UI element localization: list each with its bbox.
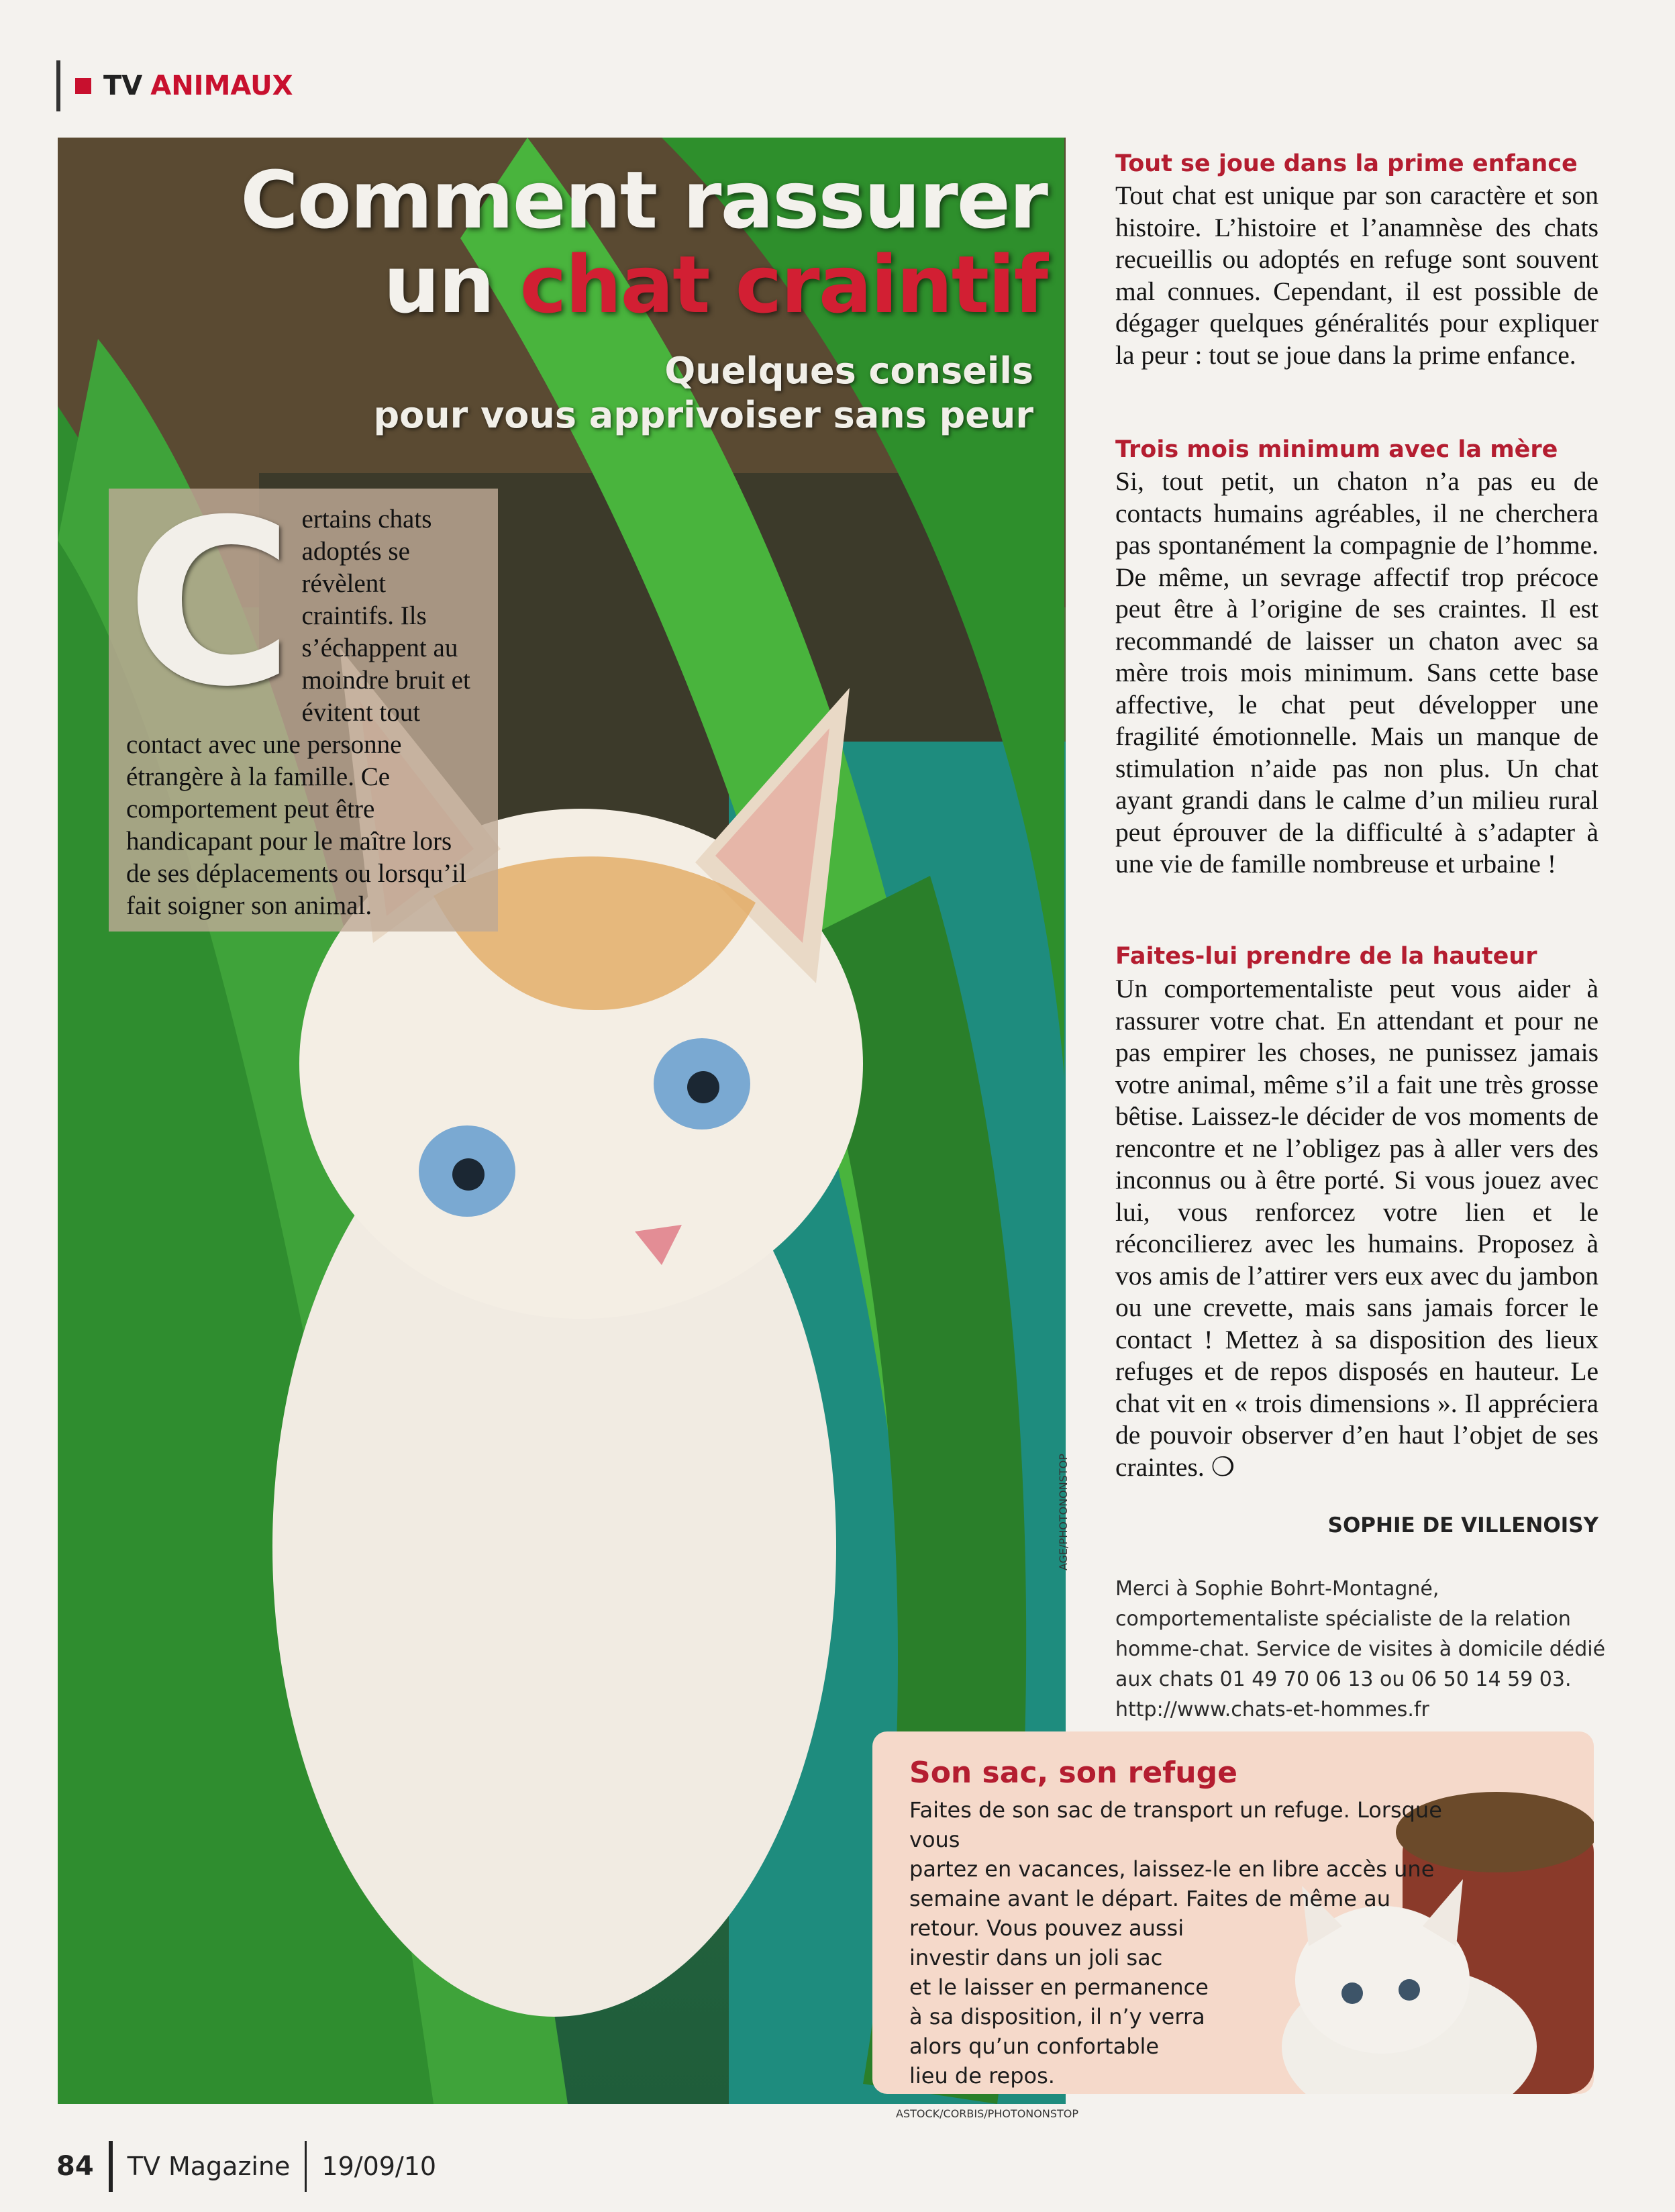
sidebar-text <box>909 1795 1486 2091</box>
thanks-note: Merci à Sophie Bohrt-Montagné, comportementaliste spécialiste de la relation homme-chat. Service de visites à domicile dédié aux chats 01 49 70 06 13 ou 06 50 14 59 03. http://www.chats-et-hommes.fr <box>1115 1577 1606 1721</box>
title-line-2-red: chat craintif <box>519 238 1047 331</box>
sidebar-line: à sa disposition, il n’y verra <box>909 2004 1205 2029</box>
section-rubric <box>56 60 293 111</box>
author-byline: SOPHIE DE VILLENOISY <box>1327 1513 1598 1538</box>
article-subtitle <box>201 349 1033 438</box>
page-number: 84 <box>56 2151 94 2182</box>
subtitle-line-2: pour vous apprivoiser sans peur <box>373 394 1033 436</box>
article-title <box>201 154 1047 331</box>
section-body-prime-enfance: Tout chat est unique par son caractère et son histoire. L’histoire et l’anamnèse des chats recueillis ou adoptés en refuge sont souvent mal connues. Cependant, il est possible de dégager quelques généralités pour expliquer la peur : tout se joue dans la prime enfance. <box>1115 181 1598 370</box>
section-heading-prime-enfance: Tout se joue dans la prime enfance <box>1115 150 1578 177</box>
title-line-2 <box>201 238 1047 331</box>
issue-date: 19/09/10 <box>321 2152 437 2181</box>
subtitle-line-1: Quelques conseils <box>664 350 1033 392</box>
sidebar-line: Faites de son sac de transport un refuge. Lorsque vous <box>909 1797 1442 1852</box>
magazine-name: TV Magazine <box>127 2152 291 2181</box>
title-line-1: Comment rassurer <box>240 154 1047 246</box>
section-body-hauteur: Un comportementaliste peut vous aider à rassurer votre chat. En attendant et pour ne pas empirer les choses, ne punissez jamais votre animal, même s’il a fait une très grosse bêtise. Laissez-le décider de vos moments de rencontre et ne l’obligez pas à aller vers des inconnus ou à être porté. Si vous jouez avec lui, vous renforcez votre lien et le réconcilierez avec les humains. Proposez à vos amis de l’attirer vers eux avec du jambon ou une crevette, mais sans jamais forcer le contact ! Mettez à sa disposition des lieux refuges et de repos disposés en hauteur. Le chat vit en « trois dimensions ». Il appréciera de pouvoir observer d’en haut l’objet de ses craintes. ❍ <box>1115 974 1598 1482</box>
dropcap: C <box>126 471 294 737</box>
intro-text: ertains chats adoptés se révèlent craintifs. Ils s’échappent au moindre bruit et évitent tout contact avec une personne étrangère à la famille. Ce comportement peut être handicapant pour le maître lors de ses déplacements ou lorsqu’il fait soigner son animal. <box>126 505 470 920</box>
sidebar-line: lieu de repos. <box>909 2063 1055 2089</box>
sidebar-line: alors qu’un confortable <box>909 2033 1160 2059</box>
title-line-2-plain: un <box>383 238 520 331</box>
sidebar-line: et le laisser en permanence <box>909 1974 1209 2000</box>
intro-box <box>109 471 498 932</box>
rubric-bar <box>56 60 60 111</box>
photo-credit: AGE/PHOTONONSTOP <box>1057 1454 1070 1570</box>
sidebar-heading: Son sac, son refuge <box>909 1756 1237 1790</box>
rubric-prefix: TV <box>103 70 143 101</box>
page-footer <box>56 2140 436 2193</box>
footer-divider-thin <box>305 2141 307 2192</box>
sidebar-line: investir dans un joli sac <box>909 1945 1163 1970</box>
section-heading-trois-mois: Trois mois minimum avec la mère <box>1115 436 1558 463</box>
rubric-square-icon <box>75 78 91 94</box>
sidebar-photo-credit: ASTOCK/CORBIS/PHOTONONSTOP <box>896 2107 1078 2120</box>
rubric-section: ANIMAUX <box>150 70 293 101</box>
sidebar-line: semaine avant le départ. Faites de même au <box>909 1886 1391 1911</box>
sidebar-line: retour. Vous pouvez aussi <box>909 1915 1184 1941</box>
sidebar-line: partez en vacances, laissez-le en libre accès une <box>909 1856 1435 1882</box>
footer-divider <box>109 2141 113 2192</box>
section-heading-hauteur: Faites-lui prendre de la hauteur <box>1115 943 1537 970</box>
section-body-trois-mois: Si, tout petit, un chaton n’a pas eu de contacts humains agréables, il ne cherchera pas spontanément la compagnie de l’homme. De même, un sevrage affectif trop précoce peut être à l’origine de ses craintes. Il est recommandé de laisser un chaton avec sa mère trois mois minimum. Sans cette base affective, le chat peut développer une fragilité émotionnelle. Mais un manque de stimulation n’aide pas non plus. Un chat ayant grandi dans le calme d’un milieu rural peut éprouver de la difficulté à s’adapter à une vie de famille nombreuse et urbaine ! <box>1115 466 1598 878</box>
